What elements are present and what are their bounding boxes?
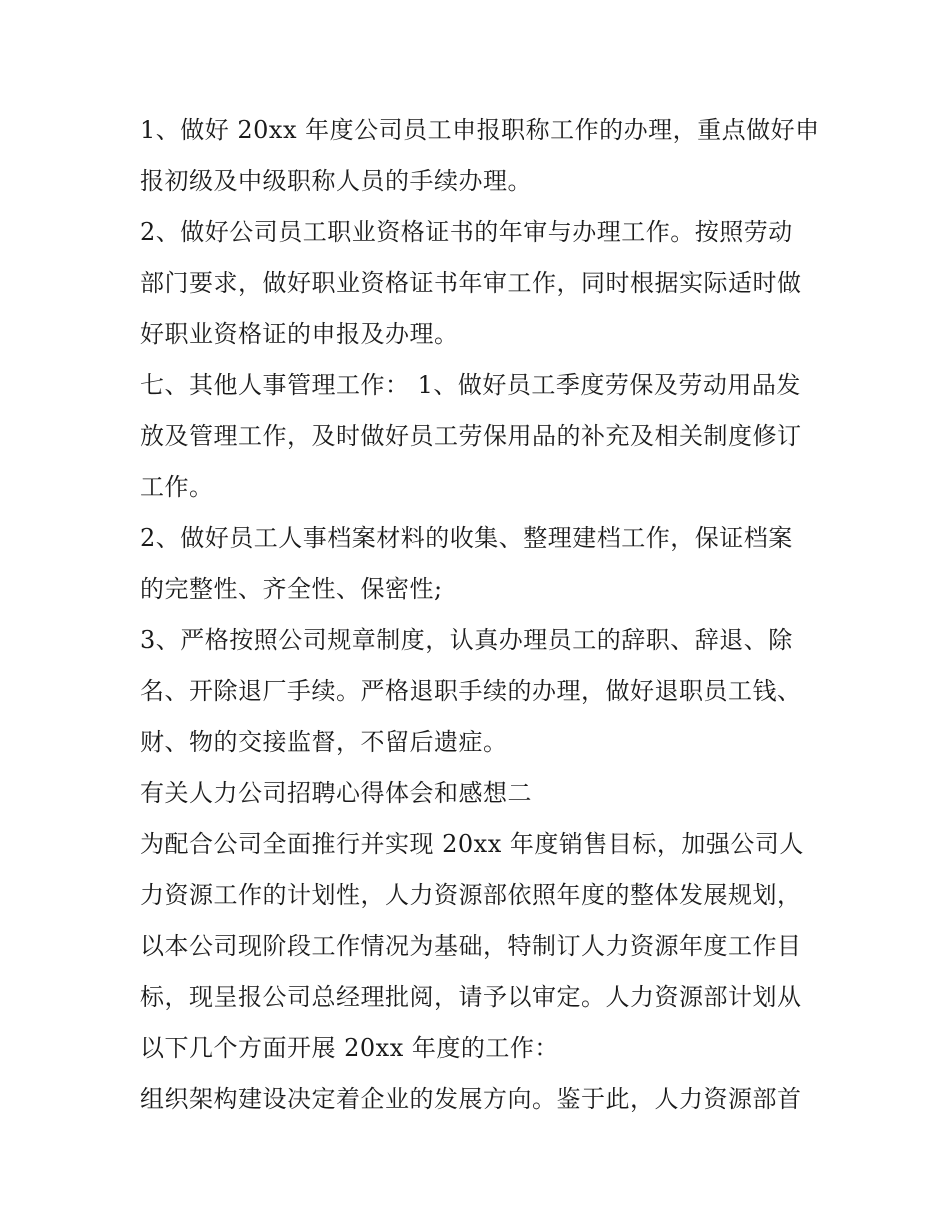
text-line: 标，现呈报公司总经理批阅，请予以审定。人力资源部计划从	[140, 983, 802, 1011]
text-line: 报初级及中级职称人员的手续办理。	[140, 167, 532, 195]
text-line: 放及管理工作，及时做好员工劳保用品的补充及相关制度修订	[140, 422, 802, 450]
text-line: 财、物的交接监督，不留后遗症。	[140, 728, 508, 756]
text-line: 以下几个方面开展 20xx 年度的工作：	[140, 1034, 559, 1062]
text-line: 2、做好公司员工职业资格证书的年审与办理工作。按照劳动	[140, 218, 793, 246]
text-line: 2、做好员工人事档案材料的收集、整理建档工作，保证档案	[140, 524, 793, 552]
text-line: 工作。	[140, 473, 214, 501]
text-line: 的完整性、齐全性、保密性;	[140, 575, 443, 603]
text-line: 组织架构建设决定着企业的发展方向。鉴于此，人力资源部首	[140, 1085, 802, 1113]
document-body	[140, 105, 820, 1125]
text-line: 为配合公司全面推行并实现 20xx 年度销售目标，加强公司人	[140, 830, 804, 858]
text-line: 部门要求，做好职业资格证书年审工作，同时根据实际适时做	[140, 269, 802, 297]
text-line: 七、其他人事管理工作： 1、做好员工季度劳保及劳动用品发	[140, 371, 801, 399]
text-line: 力资源工作的计划性，人力资源部依照年度的整体发展规划，	[140, 881, 802, 909]
section-heading: 有关人力公司招聘心得体会和感想二	[140, 779, 532, 807]
text-line: 好职业资格证的申报及办理。	[140, 320, 459, 348]
text-line: 1、做好 20xx 年度公司员工申报职称工作的办理，重点做好申	[140, 116, 820, 144]
text-line: 名、开除退厂手续。严格退职手续的办理，做好退职员工钱、	[140, 677, 802, 705]
text-line: 以本公司现阶段工作情况为基础，特制订人力资源年度工作目	[140, 932, 802, 960]
text-line: 3、严格按照公司规章制度，认真办理员工的辞职、辞退、除	[140, 626, 793, 654]
